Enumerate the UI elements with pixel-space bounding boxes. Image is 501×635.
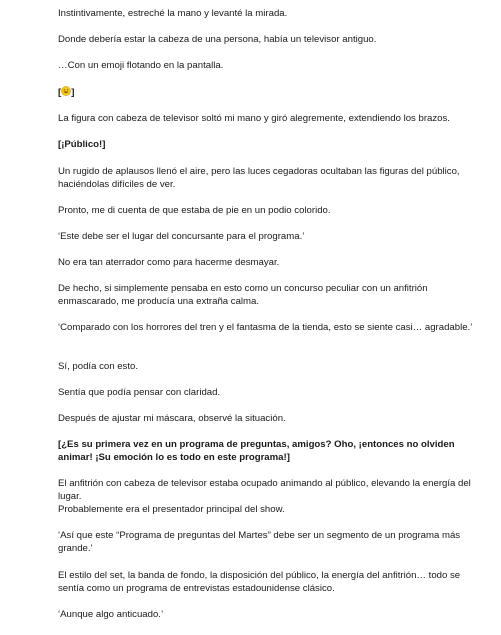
dialogue-line: [¿Es su primera vez en un programa de preguntas, amigos? Oho, ¡entonces no olviden animar! ¡Su emoción lo es todo en este programa!] (58, 439, 455, 464)
paragraph: ‘Este debe ser el lugar del concursante para el programa.’ (58, 231, 305, 242)
paragraph: …Con un emoji flotando en la pantalla. (58, 60, 224, 71)
bracket-open: [ (58, 87, 62, 98)
paragraph: La figura con cabeza de televisor soltó mi mano y giró alegremente, extendiendo los brazos. (58, 113, 450, 124)
paragraph: Pronto, me di cuenta de que estaba de pie en un podio colorido. (58, 205, 331, 216)
paragraph: Un rugido de aplausos llenó el aire, pero las luces cegadoras ocultaban las figuras del público, haciéndolas difíciles de ver. (58, 166, 460, 191)
paragraph: El anfitrión con cabeza de televisor estaba ocupado animando al público, elevando la energía del lugar. (58, 478, 471, 503)
paragraph: ‘Comparado con los horrores del tren y el fantasma de la tienda, esto se siente casi… agradable.’ (58, 322, 473, 333)
paragraph: Donde debería estar la cabeza de una persona, había un televisor antiguo. (58, 34, 377, 45)
paragraph: ‘Así que este “Programa de preguntas del Martes” debe ser un segmento de un programa más grande.’ (58, 530, 461, 555)
paragraph: Sentía que podía pensar con claridad. (58, 387, 221, 398)
paragraph: Después de ajustar mi máscara, observé la situación. (58, 413, 286, 424)
paragraph: Instintivamente, estreché la mano y levanté la mirada. (58, 8, 288, 19)
paragraph: ‘Aunque algo anticuado.’ (58, 609, 164, 620)
paragraph: El estilo del set, la banda de fondo, la disposición del público, la energía del anfitrión… todo se sentía como un programa de entrevistas estadounidense clásico. (58, 570, 461, 595)
smiling-face-emoji-icon (61, 86, 71, 96)
dialogue-line: [¡Público!] (58, 139, 106, 150)
emoji-dialogue-line (58, 86, 488, 99)
paragraph: De hecho, si simplemente pensaba en esto como un concurso peculiar con un anfitrión enmascarado, me producía una extraña calma. (58, 283, 428, 308)
bracket-close: ] (71, 87, 75, 98)
paragraph: Sí, podía con esto. (58, 361, 139, 372)
paragraph: Probablemente era el presentador principal del show. (58, 504, 285, 515)
paragraph: No era tan aterrador como para hacerme desmayar. (58, 257, 280, 268)
